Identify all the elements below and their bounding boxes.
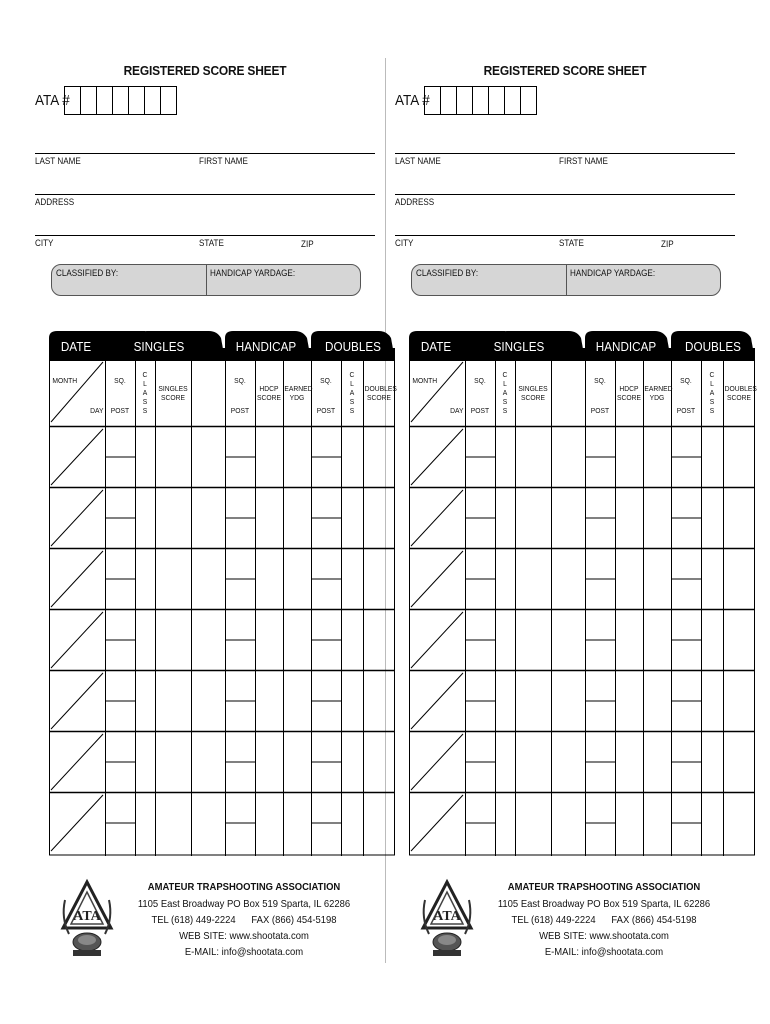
association-phone-fax: TEL (618) 449-2224 FAX (866) 454-5198 bbox=[511, 914, 697, 926]
association-email: E-MAIL: info@shootata.com bbox=[184, 946, 304, 958]
ata-digit-box[interactable] bbox=[457, 87, 473, 114]
doubles-sq-label: SQ. bbox=[320, 376, 332, 385]
table-border bbox=[410, 360, 755, 855]
singles-header: SINGLES bbox=[133, 339, 185, 354]
date-cell-diagonal bbox=[51, 612, 103, 668]
sheet-title: REGISTERED SCORE SHEET bbox=[483, 63, 647, 78]
singles-score-label: SINGLES SCORE bbox=[518, 384, 548, 402]
ata-number-label: ATA # bbox=[395, 92, 430, 109]
association-footer bbox=[49, 872, 389, 967]
date-cell-diagonal bbox=[51, 551, 103, 607]
date-cell-diagonal bbox=[411, 429, 463, 485]
association-website: WEB SITE: www.shootata.com bbox=[539, 930, 669, 942]
date-cell-diagonal bbox=[51, 734, 103, 790]
handicap-sq-label: SQ. bbox=[234, 376, 246, 385]
singles-score-label: SINGLES SCORE bbox=[158, 384, 188, 402]
ata-digit-box[interactable] bbox=[441, 87, 457, 114]
date-cell-diagonal bbox=[411, 673, 463, 729]
doubles-score-label: DOUBLES SCORE bbox=[364, 384, 397, 402]
state-label: STATE bbox=[559, 238, 584, 248]
handicap-sq-label: SQ. bbox=[594, 376, 606, 385]
ata-digit-box[interactable] bbox=[129, 87, 145, 114]
ata-digit-box[interactable] bbox=[161, 87, 176, 114]
earned-ydg-label: EARNED YDG bbox=[284, 384, 313, 402]
score-sheet bbox=[35, 0, 405, 1024]
ata-number-field[interactable] bbox=[64, 86, 177, 115]
score-table[interactable] bbox=[409, 330, 755, 856]
city-label: CITY bbox=[35, 238, 54, 248]
doubles-header: DOUBLES bbox=[685, 339, 741, 354]
table-border bbox=[50, 360, 395, 855]
singles-header: SINGLES bbox=[493, 339, 545, 354]
classification-bar[interactable] bbox=[411, 264, 721, 296]
date-cell-diagonal bbox=[411, 551, 463, 607]
association-email: E-MAIL: info@shootata.com bbox=[544, 946, 664, 958]
city-line[interactable] bbox=[35, 235, 375, 236]
handicap-yardage-label: HANDICAP YARDAGE: bbox=[210, 268, 296, 278]
singles-post-label: POST bbox=[110, 406, 130, 415]
score-table[interactable] bbox=[49, 330, 395, 856]
state-label: STATE bbox=[199, 238, 224, 248]
ata-logo-icon bbox=[59, 878, 115, 960]
score-sheet bbox=[395, 0, 765, 1024]
classification-separator bbox=[566, 265, 567, 295]
date-cell-diagonal bbox=[51, 795, 103, 851]
date-header: DATE bbox=[60, 339, 92, 354]
sheet-title: REGISTERED SCORE SHEET bbox=[123, 63, 287, 78]
doubles-header: DOUBLES bbox=[325, 339, 381, 354]
association-address: 1105 East Broadway PO Box 519 Sparta, IL 62286 bbox=[137, 898, 351, 910]
singles-sq-label: SQ. bbox=[114, 376, 126, 385]
date-cell-diagonal bbox=[411, 612, 463, 668]
ata-digit-box[interactable] bbox=[145, 87, 161, 114]
classified-by-label: CLASSIFIED BY: bbox=[56, 268, 119, 278]
ata-digit-box[interactable] bbox=[489, 87, 505, 114]
address-label: ADDRESS bbox=[395, 197, 435, 207]
date-cell-diagonal bbox=[51, 673, 103, 729]
month-label: MONTH bbox=[52, 376, 78, 385]
association-name: AMATEUR TRAPSHOOTING ASSOCIATION bbox=[147, 881, 341, 893]
handicap-post-label: POST bbox=[230, 406, 250, 415]
ata-digit-box[interactable] bbox=[521, 87, 536, 114]
svg-text:ATA: ATA bbox=[73, 909, 101, 924]
ata-digit-box[interactable] bbox=[505, 87, 521, 114]
classification-bar[interactable] bbox=[51, 264, 361, 296]
ata-digit-box[interactable] bbox=[113, 87, 129, 114]
classification-separator bbox=[206, 265, 207, 295]
earned-ydg-label: EARNED YDG bbox=[644, 384, 673, 402]
doubles-score-label: DOUBLES SCORE bbox=[724, 384, 757, 402]
handicap-post-label: POST bbox=[590, 406, 610, 415]
association-footer bbox=[409, 872, 749, 967]
doubles-class-label: C L A S S bbox=[709, 370, 715, 415]
zip-label: ZIP bbox=[301, 239, 314, 249]
address-line[interactable] bbox=[35, 194, 375, 195]
ata-digit-box[interactable] bbox=[473, 87, 489, 114]
ata-number-label: ATA # bbox=[35, 92, 70, 109]
date-cell-diagonal bbox=[411, 734, 463, 790]
ata-digit-box[interactable] bbox=[97, 87, 113, 114]
first-name-label: FIRST NAME bbox=[559, 156, 608, 166]
last-name-label: LAST NAME bbox=[395, 156, 441, 166]
ata-number-field[interactable] bbox=[424, 86, 537, 115]
address-label: ADDRESS bbox=[35, 197, 75, 207]
date-cell-diagonal bbox=[51, 429, 103, 485]
last-name-label: LAST NAME bbox=[35, 156, 81, 166]
handicap-header: HANDICAP bbox=[595, 339, 657, 354]
singles-class-label: C L A S S bbox=[142, 370, 148, 415]
singles-post-label: POST bbox=[470, 406, 490, 415]
handicap-header: HANDICAP bbox=[235, 339, 297, 354]
doubles-post-label: POST bbox=[676, 406, 696, 415]
last-name-line[interactable] bbox=[395, 153, 735, 154]
day-label: DAY bbox=[450, 406, 464, 415]
doubles-post-label: POST bbox=[316, 406, 336, 415]
date-cell-diagonal bbox=[411, 795, 463, 851]
association-website: WEB SITE: www.shootata.com bbox=[179, 930, 309, 942]
last-name-line[interactable] bbox=[35, 153, 375, 154]
date-cell-diagonal bbox=[411, 490, 463, 546]
month-label: MONTH bbox=[412, 376, 438, 385]
handicap-yardage-label: HANDICAP YARDAGE: bbox=[570, 268, 656, 278]
city-line[interactable] bbox=[395, 235, 735, 236]
doubles-class-label: C L A S S bbox=[349, 370, 355, 415]
singles-class-label: C L A S S bbox=[502, 370, 508, 415]
svg-text:ATA: ATA bbox=[433, 909, 461, 924]
date-cell-diagonal bbox=[51, 490, 103, 546]
address-line[interactable] bbox=[395, 194, 735, 195]
association-name: AMATEUR TRAPSHOOTING ASSOCIATION bbox=[507, 881, 701, 893]
singles-sq-label: SQ. bbox=[474, 376, 486, 385]
date-header: DATE bbox=[420, 339, 452, 354]
hdcp-score-label: HDCP SCORE bbox=[256, 384, 281, 402]
day-label: DAY bbox=[90, 406, 104, 415]
doubles-sq-label: SQ. bbox=[680, 376, 692, 385]
ata-digit-box[interactable] bbox=[81, 87, 97, 114]
hdcp-score-label: HDCP SCORE bbox=[616, 384, 641, 402]
zip-label: ZIP bbox=[661, 239, 674, 249]
ata-digit-box[interactable] bbox=[65, 87, 81, 114]
association-phone-fax: TEL (618) 449-2224 FAX (866) 454-5198 bbox=[151, 914, 337, 926]
ata-logo-icon bbox=[419, 878, 475, 960]
ata-digit-box[interactable] bbox=[425, 87, 441, 114]
city-label: CITY bbox=[395, 238, 414, 248]
association-address: 1105 East Broadway PO Box 519 Sparta, IL 62286 bbox=[497, 898, 711, 910]
classified-by-label: CLASSIFIED BY: bbox=[416, 268, 479, 278]
first-name-label: FIRST NAME bbox=[199, 156, 248, 166]
